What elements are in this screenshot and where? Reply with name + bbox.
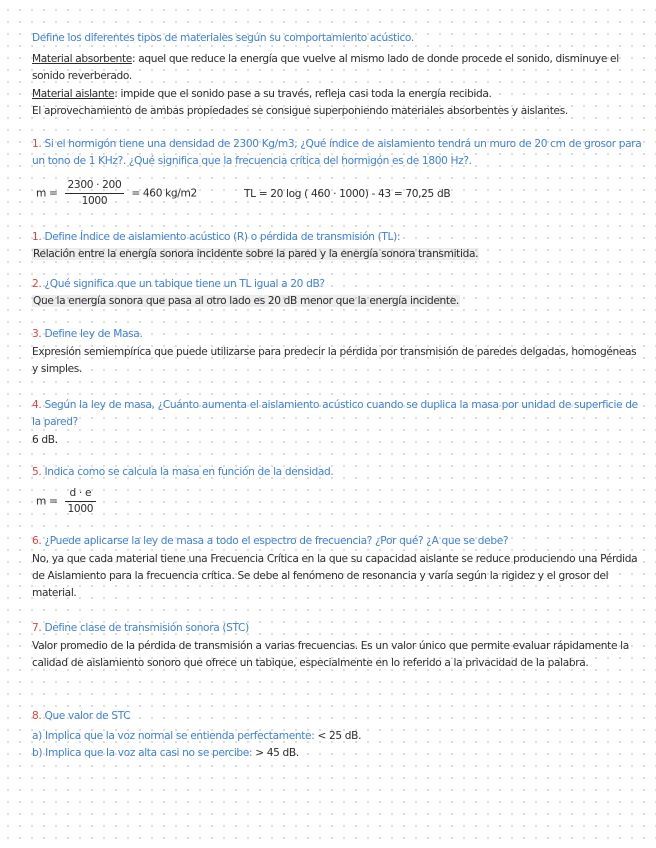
question-4-text: Define ley de Masa. — [44, 328, 143, 340]
question-4-number: 3. — [32, 328, 42, 340]
mass-numerator: 2300 · 200 — [65, 178, 125, 194]
question-7-number: 6. — [32, 535, 42, 547]
density-mass-formula — [36, 486, 100, 517]
question-2-text: Define Índice de aislamiento acústico (R) o pérdida de transmisión (TL): — [44, 231, 401, 243]
absorbent-text: : aquel que reduce la energía que vuelve al mismo lado de donde procede el sonido, disminuye el sonido reverberado. — [32, 53, 619, 82]
tl-formula: TL = 20 log ( 460 · 1000) - 43 = 70,25 dB — [244, 188, 451, 200]
mass-label: m = — [36, 187, 58, 200]
density-mass-fraction — [65, 486, 97, 517]
intro-combined-text: El aprovechamiento de ambas propiedades se consigue superponiendo materiales absorbentes y aislantes. — [32, 105, 568, 117]
insulating-term: Material aislante — [32, 88, 115, 100]
question-5-number: 4. — [32, 399, 42, 411]
mass-calculation — [36, 178, 197, 209]
mass-result: = 460 kg/m2 — [131, 187, 197, 200]
mass-denominator: 1000 — [81, 195, 108, 207]
question-9-number: 8. — [32, 710, 42, 722]
question-6-number: 5. — [32, 466, 42, 478]
answer-2: Relación entre la energía sonora incidente sobre la pared y la energía sonora transmitida. — [33, 248, 479, 260]
question-8 — [32, 620, 644, 637]
stc-option-a — [32, 728, 644, 745]
answer-7: No, ya que cada material tiene una Frecuencia Crítica en la que su capacidad aislante se reduce produciendo una Pérdida de Aislamiento para la frecuencia crítica. Se debe al fenómeno de resonancia y varía según la rigidez y el grosor del material. — [32, 553, 638, 599]
question-2 — [32, 229, 644, 246]
stc-option-a-label: a) Implica que la voz normal se entienda perfectamente: — [32, 730, 315, 742]
stc-option-a-value: < 25 dB. — [317, 730, 362, 742]
answer-4: Expresión semiempírica que puede utilizarse para predecir la pérdida por transmisión de paredes delgadas, homogéneas y simples. — [32, 346, 637, 375]
question-9-text: Que valor de STC — [44, 710, 131, 722]
question-5-text: Según la ley de masa, ¿Cuánto aumenta el aislamiento acústico cuando se duplica la masa por unidad de superficie de la pared? — [32, 399, 638, 428]
absorbent-term: Material absorbente — [32, 53, 132, 65]
question-4 — [32, 326, 644, 343]
question-7 — [32, 533, 644, 550]
stc-option-b-label: b) Implica que la voz alta casi no se percibe: — [32, 747, 253, 759]
density-mass-label: m = — [36, 495, 58, 508]
mass-fraction — [65, 178, 125, 209]
question-9 — [32, 708, 644, 725]
question-3-text: ¿Qué significa que un tabique tiene un TL igual a 20 dB? — [44, 278, 325, 290]
question-7-text: ¿Puede aplicarse la ley de masa a todo el espectro de frecuencia? ¿Por qué? ¿A que se debe? — [44, 535, 509, 547]
answer-3: Que la energía sonora que pasa al otro lado es 20 dB menor que la energía incidente. — [33, 295, 459, 307]
question-1-number: 1. — [32, 138, 42, 150]
intro-insulating-definition — [32, 86, 644, 103]
question-1 — [32, 136, 644, 170]
question-8-number: 7. — [32, 622, 42, 634]
question-6-text: Indica como se calcula la masa en función de la densidad. — [44, 466, 334, 478]
stc-option-b — [32, 745, 644, 762]
question-8-text: Define clase de transmisión sonora (STC) — [44, 622, 249, 634]
stc-option-b-value: > 45 dB. — [255, 747, 299, 759]
question-5 — [32, 397, 644, 431]
question-6 — [32, 464, 644, 481]
answer-8: Valor promedio de la pérdida de transmisión a varias frecuencias. Es un valor único que permite evaluar rápidamente la calidad de aislamiento sonoro que ofrece un tabique, especialmente en lo referido a la privacidad de la palabra. — [32, 640, 629, 669]
insulating-text: : impide que el sonido pase a su través, refleja casi toda la energía recibida. — [114, 88, 492, 100]
answer-5: 6 dB. — [32, 434, 58, 446]
density-mass-denominator: 1000 — [67, 503, 94, 515]
intro-question: Define los diferentes tipos de materiales según su comportamiento acústico. — [32, 32, 414, 44]
question-2-number: 1. — [32, 231, 42, 243]
density-mass-numerator: d · e — [65, 486, 97, 502]
intro-absorbent-definition — [32, 51, 644, 85]
question-3-number: 2. — [32, 278, 42, 290]
question-3 — [32, 276, 644, 293]
question-1-text: Si el hormigón tiene una densidad de 2300 Kg/m3, ¿Qué índice de aislamiento tendrá un muro de 20 cm de grosor para un tono de 1 KHz?. ¿Qué significa que la frecuencia crítica del hormigón es de 1800 Hz?. — [32, 138, 642, 167]
